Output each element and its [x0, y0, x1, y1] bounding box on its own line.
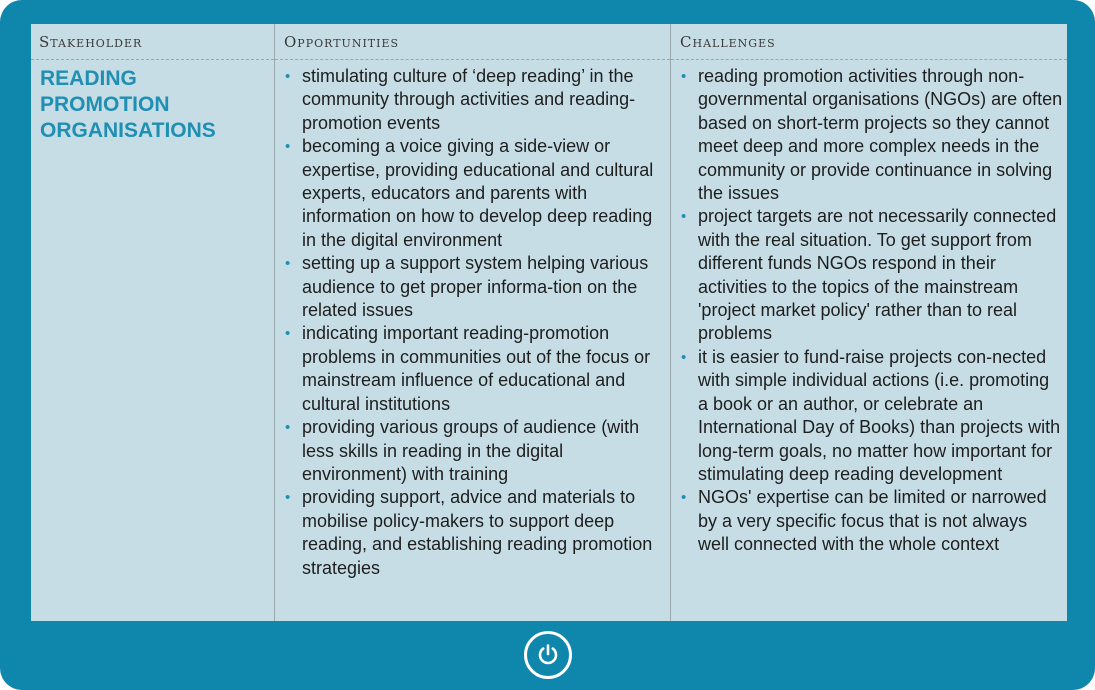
- list-item: [671, 346, 1063, 486]
- list-item-text: project targets are not necessarily connected with the real situation. To get support from different funds NGOs respond in their activities to the topics of the mainstream 'project market policy' rather than to real problems: [698, 206, 1057, 344]
- list-item-text: indicating important reading-promotion problems in communities out of the focus or mainstream influence of educational and cultural institutions: [302, 323, 651, 414]
- power-icon: [536, 643, 560, 667]
- list-item-text: NGOs' expertise can be limited or narrowed by a very specific focus that is not always well connected with the whole context: [698, 487, 1047, 555]
- list-item-text: it is easier to fund-raise projects con-nected with simple individual actions (i.e. promoting a book or an author, or celebrate an International Day of Books) than projects with long-term goals, no matter how important for stimulating deep reading development: [698, 346, 1061, 484]
- opportunities-header: Opportunities: [275, 24, 670, 60]
- power-button[interactable]: [524, 631, 572, 679]
- list-item: [671, 486, 1063, 556]
- list-item-text: reading promotion activities through non-governmental organisations (NGOs) are often based on short-term projects so they cannot meet deep and more complex needs in the community or provide continuance in solving the issues: [698, 66, 1063, 204]
- stakeholder-header: Stakeholder: [31, 24, 274, 60]
- list-item-text: becoming a voice giving a side-view or expertise, providing educational and cultural experts, educators and parents with information on how to develop deep reading in the digital environment: [302, 136, 654, 250]
- list-item-text: stimulating culture of ‘deep reading’ in the community through activities and reading-promotion events: [302, 66, 636, 133]
- list-item-text: providing support, advice and materials to mobilise policy-makers to support deep reading, and establishing reading promotion strategies: [302, 487, 653, 578]
- bullet-icon: •: [681, 68, 687, 85]
- list-item: [275, 135, 667, 252]
- content-table: [31, 24, 1067, 621]
- list-item-text: setting up a support system helping various audience to get proper informa-tion on the related issues: [302, 253, 649, 321]
- stakeholder-column: [31, 24, 274, 621]
- list-item: [275, 486, 667, 580]
- list-item: [671, 65, 1063, 205]
- challenges-column: [670, 24, 1067, 621]
- list-item: [671, 205, 1063, 345]
- list-item-text: providing various groups of audience (with less skills in reading in the digital environment) with training: [302, 417, 640, 484]
- bullet-icon: •: [285, 68, 291, 85]
- challenges-list: [671, 65, 1063, 557]
- bullet-icon: •: [681, 208, 687, 226]
- bullet-icon: •: [285, 325, 291, 343]
- bullet-icon: •: [285, 138, 291, 156]
- challenges-header: Challenges: [671, 24, 1067, 60]
- bullet-icon: •: [285, 489, 291, 507]
- bullet-icon: •: [285, 255, 291, 273]
- list-item: [275, 322, 667, 416]
- list-item: [275, 416, 667, 486]
- list-item: [275, 252, 667, 322]
- bullet-icon: •: [285, 419, 291, 437]
- opportunities-list: [275, 65, 667, 580]
- bullet-icon: •: [681, 489, 687, 507]
- stakeholder-name: READING PROMOTION ORGANISATIONS: [40, 67, 216, 142]
- opportunities-column: [274, 24, 670, 621]
- bullet-icon: •: [681, 348, 687, 366]
- list-item: [275, 65, 667, 135]
